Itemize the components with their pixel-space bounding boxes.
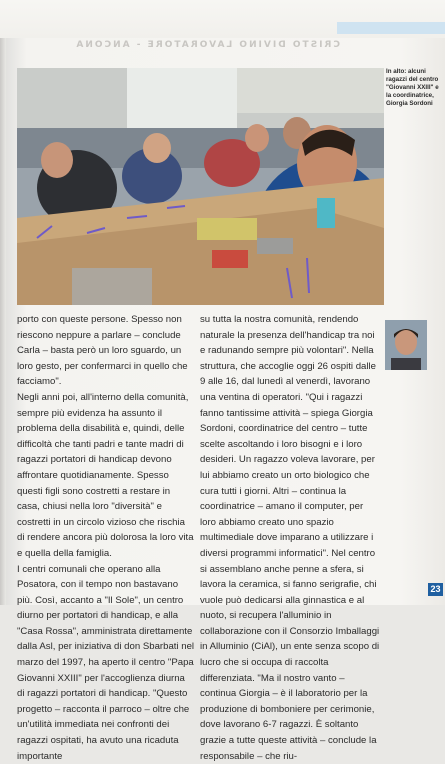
text-column-right bbox=[200, 312, 380, 764]
workshop-photo bbox=[17, 68, 384, 305]
coordinator-portrait bbox=[385, 320, 427, 370]
photo-caption bbox=[386, 68, 442, 108]
photo-caption-text: In alto: alcuni ragazzi del centro "Giovanni XXIII" e la coordinatrice, Giorgia Sordoni bbox=[386, 68, 442, 108]
workshop-photo-icon bbox=[17, 68, 384, 305]
paragraph: su tutta la nostra comunità, rendendo naturale la presenza dell'handicap tra noi e radunando sempre più volontari". Nella struttura, che accoglie oggi 26 ospiti dalle 9 alle 16, dal lunedì al venerdì, lavorano una ventina di operatori. "Qui i ragazzi fanno tantissime attività – spiega Giorgia Sordoni, coordinatrice del centro – tutte scelte ascoltando i loro bisogni e i loro desideri. Un ragazzo voleva lavorare, per lui abbiamo creato un orto biologico che cura tutti i giorni. Altri – continua la coordinatrice – amano il computer, per loro abbiamo creato uno spazio multimediale dove imparano a utilizzare i diversi programmi informatici". Nel centro si assemblano anche penne a sfera, si lavora la ceramica, si fanno serigrafie, chi vuole può dedicarsi alla ginnastica e al nuoto, si recupera l'alluminio in collaborazione con il Consorzio Imballaggi in Alluminio (CiAl), un ente senza scopo di lucro che si occupa di raccolta differenziata. "Ma il nostro vanto – continua Giorgia – è il laboratorio per la produzione di bomboniere per cerimonie, dove lavorano 6-7 ragazzi. È soltanto grazie a tutte queste attività – conclude la responsabile – che riu- bbox=[200, 312, 380, 764]
paragraph: I centri comunali che operano alla Posatora, con il tempo non bastavano più. Così, accanto a "Il Sole", un centro diurno per portatori di handicap, e alla "Casa Rossa", amministrata direttamente dalla Asl, per iniziativa di don Sbarbati nel marzo del 1997, ha aperto il centro "Papa Giovanni XXIII" per l'accoglienza diurna di ragazzi portatori di handicap. "Questo progetto – racconta il parroco – oltre che un'utilità immediata nei confronti dei ragazzi ospitati, ha avuto una ricaduta importante bbox=[17, 562, 195, 764]
paragraph: Negli anni poi, all'interno della comunità, sempre più evidenza ha assunto il problema della disabilità e, quindi, delle difficoltà che tanti padri e tante madri di ragazzi portatori di handicap devono affrontare quotidianamente. Spesso questi figli sono costretti a restare in casa, chiusi nella loro "diversità" e costretti in un circolo vizioso che rischia di rendere ancora più dolorosa la loro vita e quella della famiglia. bbox=[17, 390, 195, 562]
page-spine-shadow bbox=[0, 0, 6, 605]
paragraph: porto con queste persone. Spesso non riescono neppure a parlare – conclude Carla – basta però un loro sguardo, un loro gesto, per confermarci in quello che facciamo". bbox=[17, 312, 195, 390]
text-column-left bbox=[17, 312, 195, 764]
page-number: 23 bbox=[428, 583, 443, 596]
top-header-band bbox=[0, 0, 445, 38]
header-blue-bar bbox=[337, 22, 445, 34]
portrait-photo-icon bbox=[385, 320, 427, 370]
show-through-running-title: CRISTO DIVINO LAVORATORE - ANCONA bbox=[95, 40, 340, 54]
